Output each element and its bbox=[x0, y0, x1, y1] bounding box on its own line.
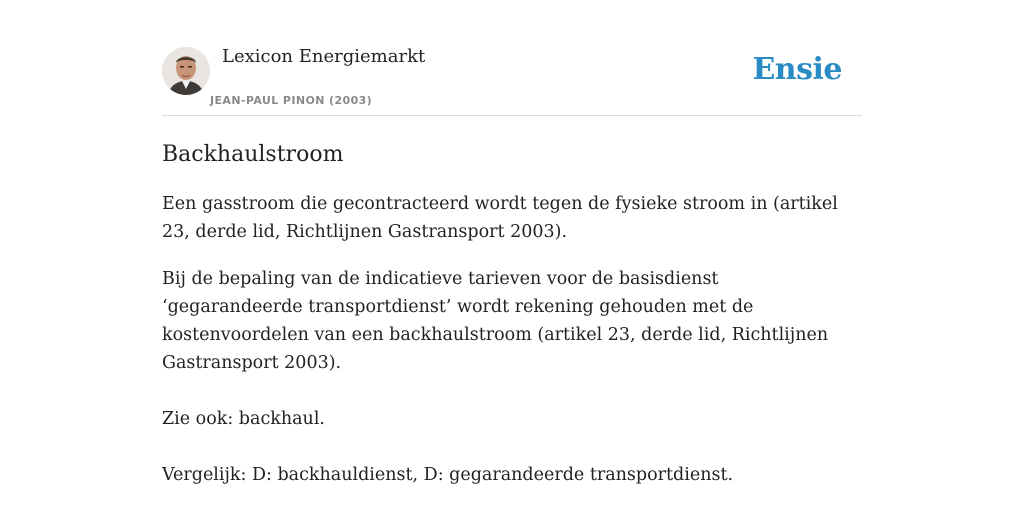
entry-paragraph: Bij de bepaling van de indicatieve tarieven voor de basisdienst ‘gegarandeerde transportdienst’ wordt rekening gehouden met de kostenvoordelen van een backhaulstroom (artikel 23, derde lid, Richtlijnen Gastransport 2003). bbox=[162, 269, 829, 373]
entry-paragraph: Een gasstroom die gecontracteerd wordt tegen de fysieke stroom in (artikel 23, derde lid, Richtlijnen Gastransport 2003). bbox=[162, 194, 838, 242]
book-title[interactable]: Lexicon Energiemarkt bbox=[222, 46, 426, 67]
author-name[interactable]: JEAN-PAUL PINON (2003) bbox=[210, 94, 373, 107]
entry-term: Backhaulstroom bbox=[162, 142, 344, 167]
author-photo-icon bbox=[162, 47, 210, 95]
compare-line[interactable]: Vergelijk: D: backhauldienst, D: gegarandeerde transportdienst. bbox=[162, 465, 734, 485]
entry-content bbox=[162, 140, 862, 508]
brand-logo[interactable]: Ensie bbox=[752, 52, 842, 87]
author-avatar[interactable] bbox=[162, 47, 210, 95]
header bbox=[162, 44, 862, 116]
see-also-line[interactable]: Zie ook: backhaul. bbox=[162, 409, 325, 429]
